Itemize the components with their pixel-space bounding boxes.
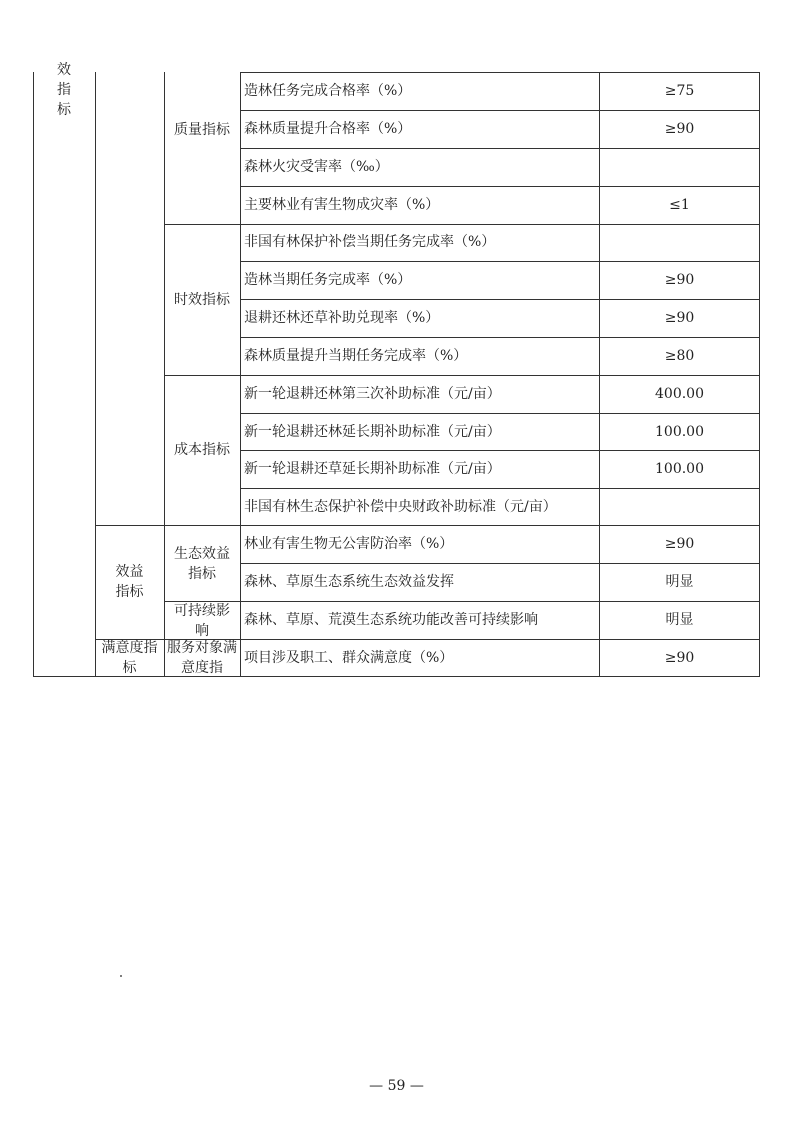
rule [240, 110, 760, 111]
table-row-indicator: 森林、草原生态系统生态效益发挥 [244, 574, 454, 590]
table-row-value: 100.00 [655, 424, 704, 440]
rule [240, 413, 760, 414]
rule [164, 601, 760, 602]
satisfaction-indicator-label: 满意度指标 [101, 640, 158, 676]
rule [240, 450, 760, 451]
table-row-indicator: 退耕还林还草补助兑现率（%） [244, 310, 440, 326]
cost-indicator-label: 成本指标 [174, 442, 230, 458]
rule [240, 186, 760, 187]
table-row-value: ≥90 [664, 121, 695, 137]
table-row-indicator: 森林质量提升合格率（%） [244, 121, 412, 137]
table-row-value: 明显 [665, 574, 694, 590]
table-row-indicator: 造林任务完成合格率（%） [244, 83, 412, 99]
table-row-indicator: 森林火灾受害率（‰） [244, 159, 389, 175]
table-row-indicator: 非国有林生态保护补偿中央财政补助标准（元/亩） [244, 499, 557, 515]
table-row-indicator: 非国有林保护补偿当期任务完成率（%） [244, 234, 496, 250]
table-row-indicator: 森林、草原、荒漠生态系统功能改善可持续影响 [244, 612, 538, 628]
rule [95, 525, 760, 526]
table-row-indicator: 新一轮退耕还林第三次补助标准（元/亩） [244, 386, 501, 402]
rule [164, 375, 760, 376]
table-row-value: 400.00 [655, 386, 704, 402]
eco-benefit-indicator-label: 生态效益指标 [174, 546, 230, 582]
table-row-value: ≥90 [664, 272, 695, 288]
sustainable-impact-label: 可持续影响 [174, 603, 230, 639]
table-row-indicator: 项目涉及职工、群众满意度（%） [244, 650, 454, 666]
table-row-value: 明显 [665, 612, 694, 628]
table-row-value: ≥75 [664, 83, 695, 99]
level1-label: 指标 [57, 82, 71, 118]
table-row-value: ≥90 [664, 536, 695, 552]
performance-indicator-table [33, 62, 760, 677]
table-row-indicator: 新一轮退耕还草延长期补助标准（元/亩） [244, 461, 501, 477]
rule-col [164, 72, 165, 677]
rule [240, 299, 760, 300]
table-row-indicator: 林业有害生物无公害防治率（%） [244, 536, 454, 552]
rule [240, 148, 760, 149]
benefit-indicator-label: 效益指标 [115, 564, 144, 600]
scan-speck [120, 975, 122, 977]
rule-col [240, 72, 241, 677]
table-row-value: ≥90 [664, 650, 695, 666]
table-row-indicator: 造林当期任务完成率（%） [244, 272, 412, 288]
page-number: — 59 — [369, 1078, 424, 1094]
level1-partial-label: 效 [57, 62, 71, 78]
table-row-value: ≥90 [664, 310, 695, 326]
table-row-indicator: 森林质量提升当期任务完成率（%） [244, 348, 468, 364]
rule [240, 337, 760, 338]
rule-top [240, 72, 760, 73]
rule [240, 563, 760, 564]
table-row-indicator: 新一轮退耕还林延长期补助标准（元/亩） [244, 424, 501, 440]
rule-left [33, 72, 34, 677]
table-row-value: ≥80 [664, 348, 695, 364]
table-row-value: 100.00 [655, 461, 704, 477]
table-row-value: ≤1 [669, 197, 690, 213]
rule [240, 261, 760, 262]
timeliness-indicator-label: 时效指标 [174, 292, 230, 308]
quality-indicator-label: 质量指标 [174, 122, 230, 138]
service-satisfaction-label: 服务对象满意度指 [167, 640, 237, 676]
table-row-indicator: 主要林业有害生物成灾率（%） [244, 197, 440, 213]
rule [164, 224, 760, 225]
rule [240, 488, 760, 489]
